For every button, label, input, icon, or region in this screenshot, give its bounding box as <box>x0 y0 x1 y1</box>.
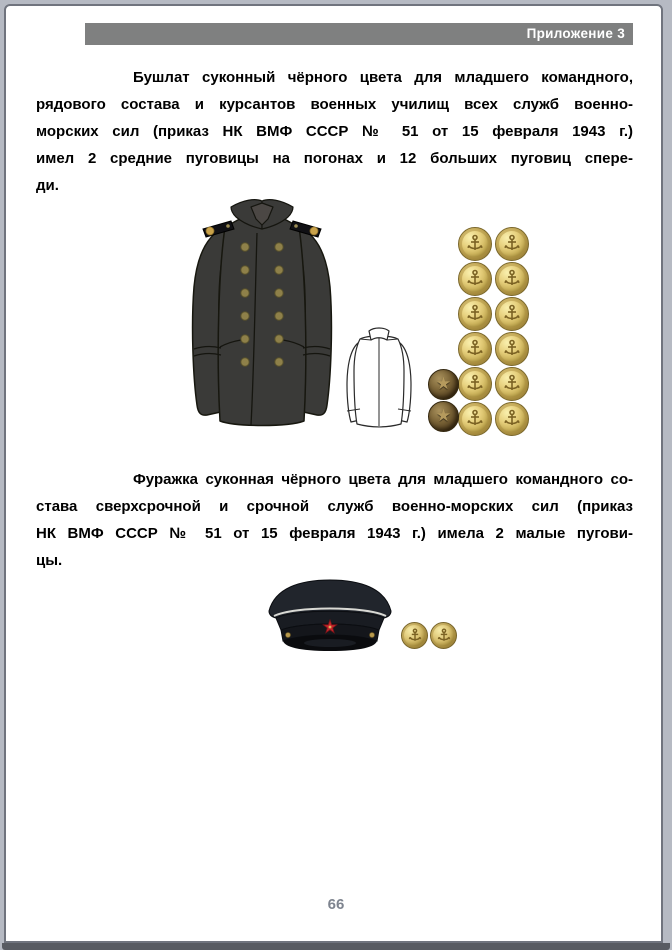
text-line: рядового состава и курсантов военных училищ всех служб военно- <box>36 96 633 113</box>
text-line: Бушлат суконный чёрного цвета для младшего командного, <box>133 69 633 86</box>
anchor-icon <box>465 374 485 394</box>
gold-anchor-button <box>495 227 529 261</box>
gold-anchor-button <box>458 227 492 261</box>
paragraph-bushlat <box>36 64 633 199</box>
anchor-icon <box>502 409 522 429</box>
anchor-icon <box>502 304 522 324</box>
appendix-header-bar <box>85 23 633 45</box>
anchor-icon <box>502 269 522 289</box>
peaked-cap-illustration <box>262 578 398 652</box>
gold-anchor-button <box>495 332 529 366</box>
page-number: 66 <box>327 896 345 913</box>
gold-anchor-button <box>495 402 529 436</box>
anchor-icon <box>465 409 485 429</box>
anchor-icon <box>465 269 485 289</box>
gold-anchor-button <box>495 367 529 401</box>
gold-anchor-button <box>458 262 492 296</box>
gold-anchor-button <box>458 367 492 401</box>
anchor-icon <box>502 234 522 254</box>
text-line: цы. <box>36 552 63 569</box>
star-icon: ★ <box>435 406 452 426</box>
cap-side-button <box>370 633 375 638</box>
text-line: НК ВМФ СССР № 51 от 15 февраля 1943 г.) имела 2 малые пугови- <box>36 525 633 542</box>
anchor-icon <box>407 628 423 644</box>
gold-anchor-button <box>495 262 529 296</box>
gold-anchor-button-small <box>430 622 457 649</box>
anchor-icon <box>502 374 522 394</box>
page-bottom-edge <box>2 943 670 950</box>
star-icon: ★ <box>435 374 452 394</box>
appendix-header-label: Приложение 3 <box>526 26 625 41</box>
text-line: Фуражка суконная чёрного цвета для младшего командного со- <box>133 471 633 488</box>
gold-anchor-button <box>495 297 529 331</box>
text-line: морских сил (приказ НК ВМФ СССР № 51 от 15 февраля 1943 г.) <box>36 123 633 140</box>
gold-anchor-button <box>458 332 492 366</box>
paragraph-furazhka <box>36 466 633 574</box>
gold-anchor-button <box>458 297 492 331</box>
gold-anchor-button-small <box>401 622 428 649</box>
text-line: става сверхсрочной и срочной служб военно-морских сил (приказ <box>36 498 633 515</box>
bronze-star-button <box>428 369 459 400</box>
peacoat-back-illustration <box>341 323 417 430</box>
anchor-icon <box>465 304 485 324</box>
anchor-icon <box>436 628 452 644</box>
text-line: имел 2 средние пуговицы на погонах и 12 больших пуговиц спере- <box>36 150 633 167</box>
bronze-star-button <box>428 401 459 432</box>
anchor-icon <box>465 339 485 359</box>
peacoat-front-illustration <box>183 199 341 432</box>
anchor-icon <box>502 339 522 359</box>
gold-anchor-button <box>458 402 492 436</box>
cap-side-button <box>286 633 291 638</box>
anchor-icon <box>465 234 485 254</box>
text-line: ди. <box>36 177 59 194</box>
